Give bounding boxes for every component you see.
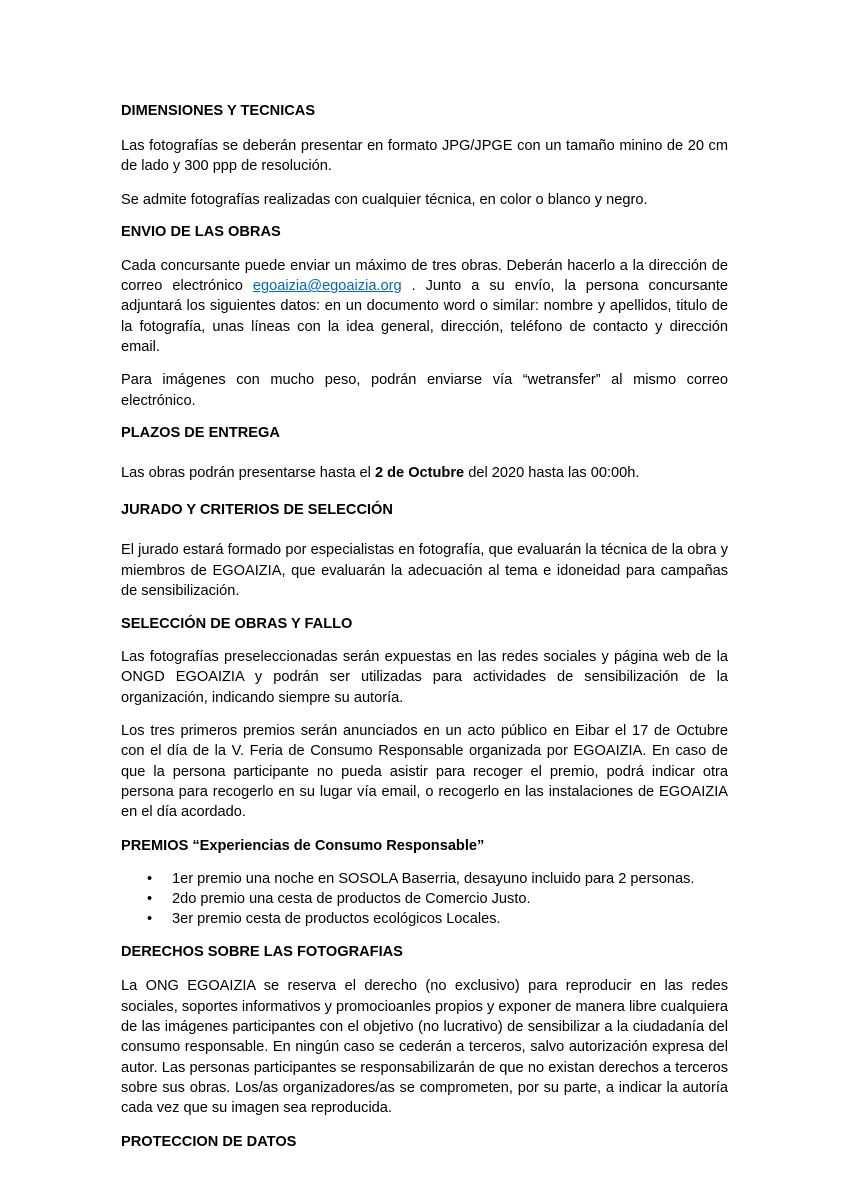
paragraph-seleccion-1: Las fotografías preseleccionadas serán expuestas en las redes sociales y página web de la ONGD EGOAIZIA y podrán ser utilizadas para actividades de sensibilización de la organización, indicando siempre su autoría. bbox=[121, 649, 728, 706]
plazos-text-after: del 2020 hasta las 00:00h. bbox=[464, 464, 640, 481]
prize-item-1 bbox=[121, 869, 728, 889]
plazos-date: 2 de Octubre bbox=[374, 464, 465, 481]
prize-item-3 bbox=[121, 909, 728, 929]
heading-plazos: PLAZOS DE ENTREGA bbox=[121, 424, 280, 441]
envio-text-after: . Junto a su envío, la persona concursante adjuntará los siguientes datos: en un documento word o similar: nombre y apellidos, titulo de la fotografía, unas líneas con la idea general, dirección, teléfono de contacto y dirección email. bbox=[121, 278, 728, 356]
heading-envio: ENVIO DE LAS OBRAS bbox=[121, 223, 281, 240]
prize-text-2: 2do premio una cesta de productos de Comercio Justo. bbox=[172, 890, 531, 907]
heading-jurado: JURADO Y CRITERIOS DE SELECCIÓN bbox=[121, 502, 393, 519]
envio-text-before: Cada concursante puede enviar un máximo de tres obras. Deberán hacerlo a la dirección de correo electrónico bbox=[121, 257, 728, 295]
heading-proteccion: PROTECCION DE DATOS bbox=[121, 1133, 297, 1150]
heading-derechos: DERECHOS SOBRE LAS FOTOGRAFIAS bbox=[121, 944, 403, 961]
paragraph-tecnica: Se admite fotografías realizadas con cualquier técnica, en color o blanco y negro. bbox=[121, 191, 648, 208]
paragraph-envio bbox=[121, 256, 728, 357]
heading-premios: PREMIOS “Experiencias de Consumo Responsable” bbox=[121, 837, 485, 854]
paragraph-derechos: La ONG EGOAIZIA se reserva el derecho (no exclusivo) para reproducir en las redes sociales, soportes informativos y promocioanles propios y exponer de manera libre cualquiera de las imágenes participantes con el objetivo (no lucrativo) de sensibilizar a la ciudadanía del consumo responsable. En ningún caso se cederán a terceros, salvo autorización expresa del autor. Las personas participantes se responsabilizarán de que no existan derechos a terceros sobre sus obras. Los/as organizadores/as se comprometen, por su parte, a indicar la autoría cada vez que su imagen sea reproducida. bbox=[121, 978, 728, 1117]
email-link[interactable]: egoaizia@egoaizia.org bbox=[252, 278, 402, 295]
prize-list bbox=[121, 869, 728, 930]
paragraph-wetransfer: Para imágenes con mucho peso, podrán enviarse vía “wetransfer” al mismo correo electrónico. bbox=[121, 372, 728, 409]
paragraph-plazos bbox=[121, 463, 728, 483]
prize-text-1: 1er premio una noche en SOSOLA Baserria, desayuno incluido para 2 personas. bbox=[172, 870, 695, 887]
heading-seleccion: SELECCIÓN DE OBRAS Y FALLO bbox=[121, 616, 353, 633]
paragraph-seleccion-2: Los tres primeros premios serán anunciados en un acto público en Eibar el 17 de Octubre con el día de la V. Feria de Consumo Responsable organizada por EGOAIZIA. En caso de que la persona participante no pueda asistir para recoger el premio, podrá indicar otra persona para recogerlo en su lugar vía email, o recogerlo en las instalaciones de EGOAIZIA en el día acordado. bbox=[121, 723, 728, 821]
bullet-icon: • bbox=[147, 870, 153, 887]
prize-item-2 bbox=[121, 889, 728, 909]
bullet-icon: • bbox=[147, 911, 153, 928]
heading-dimensiones: DIMENSIONES Y TECNICAS bbox=[121, 103, 316, 119]
plazos-text-before: Las obras podrán presentarse hasta el bbox=[121, 464, 375, 481]
paragraph-formato: Las fotografías se deberán presentar en formato JPG/JPGE con un tamaño minino de 20 cm de lado y 300 ppp de resolución. bbox=[121, 138, 728, 175]
paragraph-jurado: El jurado estará formado por especialistas en fotografía, que evaluarán la técnica de la obra y miembros de EGOAIZIA, que evaluarán la adecuación al tema e idoneidad para campañas de sensibilización. bbox=[121, 542, 728, 599]
bullet-icon: • bbox=[147, 890, 153, 907]
prize-text-3: 3er premio cesta de productos ecológicos Locales. bbox=[172, 911, 501, 928]
